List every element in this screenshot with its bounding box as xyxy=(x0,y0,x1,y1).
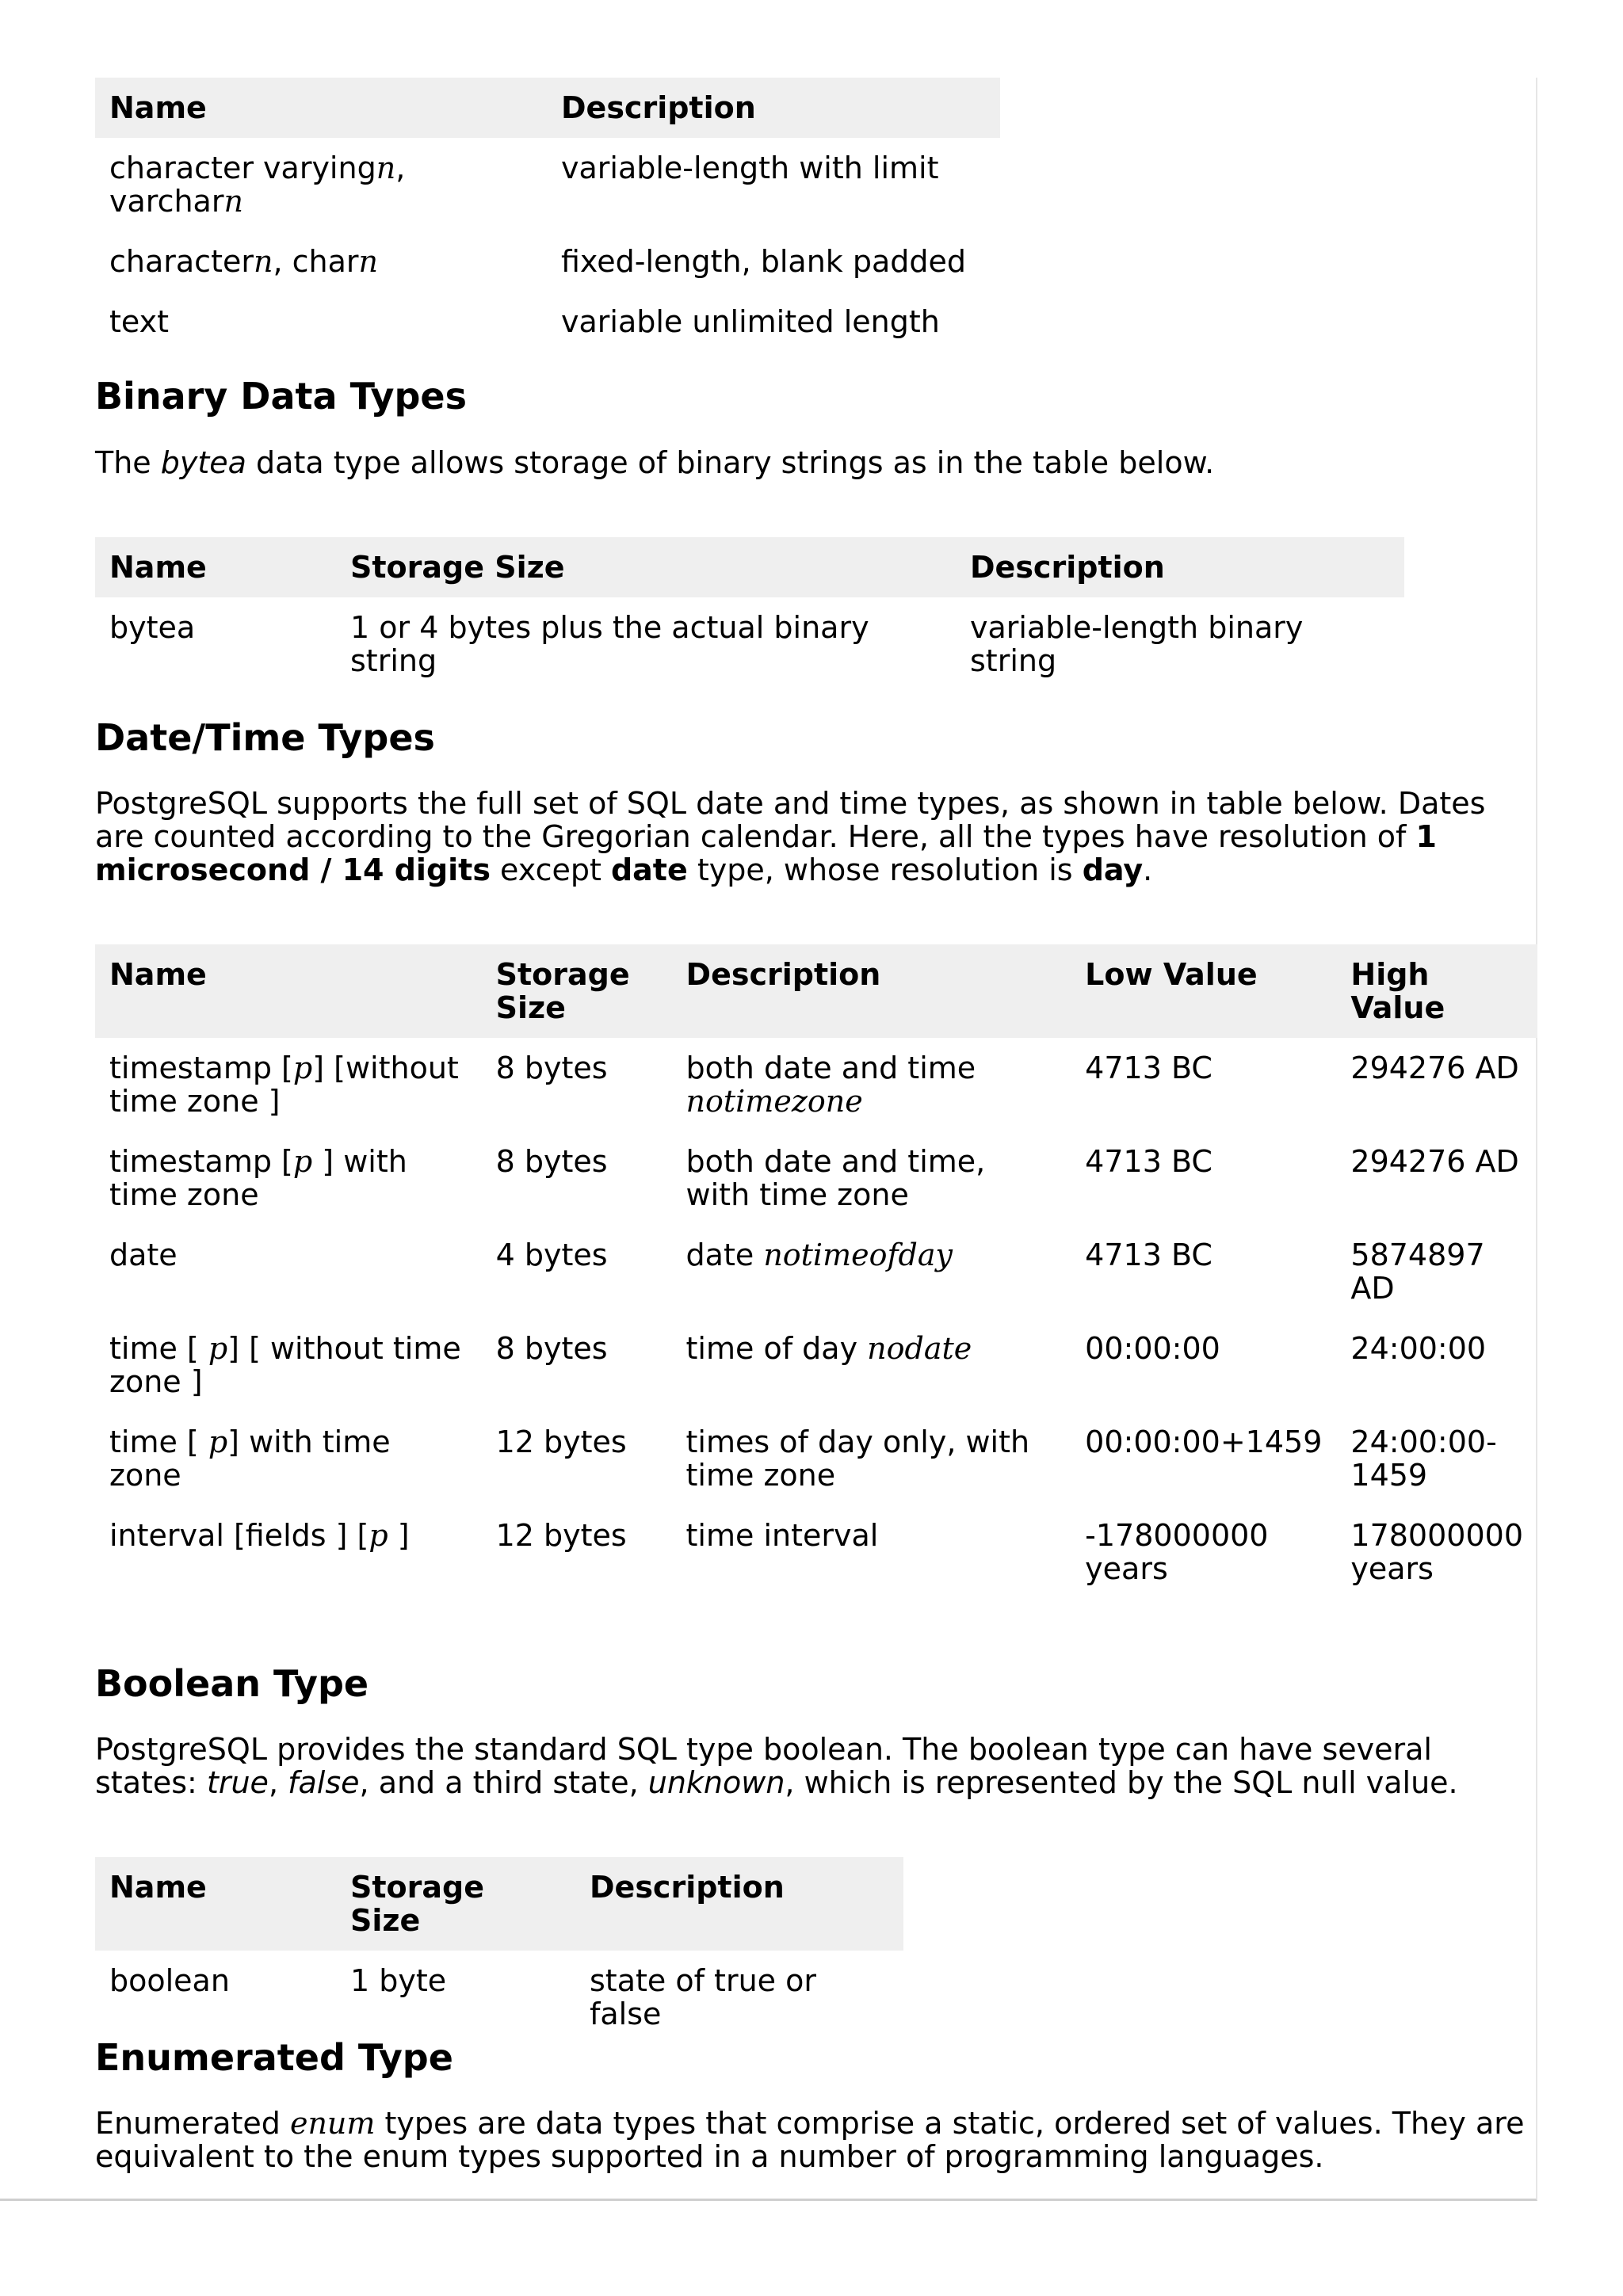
boolean-description: PostgreSQL provides the standard SQL type boolean. The boolean type can have several states: true, false, and a third state, unknown, which is represented by the SQL null value. xyxy=(95,1732,1458,1800)
table-cell: interval [fields ] [p ] xyxy=(109,1518,410,1553)
table-cell: 24:00:00 xyxy=(1350,1331,1487,1366)
table-row xyxy=(95,1131,1537,1225)
column-header: Storage Size xyxy=(336,537,956,597)
table-cell: date notimeofday xyxy=(685,1238,953,1272)
table-cell: 4713 BC xyxy=(1085,1051,1212,1085)
table-cell: timestamp [p ] with time zone xyxy=(109,1144,407,1212)
table-cell: times of day only, with time zone xyxy=(685,1425,1030,1493)
column-header: Name xyxy=(95,78,547,138)
section-heading-datetime: Date/Time Types xyxy=(95,716,435,759)
table-row xyxy=(95,1038,1537,1131)
character-types-table xyxy=(95,78,1000,352)
table-row xyxy=(95,597,1404,691)
enumerated-description: Enumerated enum types are data types that comprise a static, ordered set of values. They are equivalent to the enum types supported in a number of programming languages. xyxy=(95,2106,1525,2174)
table-row xyxy=(95,1951,903,2044)
table-row xyxy=(95,138,1000,231)
table-cell: 12 bytes xyxy=(495,1425,627,1459)
column-header: Name xyxy=(95,537,336,597)
datetime-types-section xyxy=(95,944,1537,1599)
table-row xyxy=(95,1412,1537,1505)
table-row xyxy=(95,1225,1537,1318)
column-header: Description xyxy=(672,944,1071,1038)
table-header-row xyxy=(95,78,1000,138)
column-header: Storage Size xyxy=(482,944,672,1038)
table-cell: boolean xyxy=(109,1963,230,1998)
table-cell: both date and time notimezone xyxy=(685,1051,976,1119)
table-cell: timestamp [p] [without time zone ] xyxy=(109,1051,459,1119)
table-cell: 294276 AD xyxy=(1350,1144,1519,1179)
table-row xyxy=(95,292,1000,352)
binary-description: The bytea data type allows storage of binary strings as in the table below. xyxy=(95,445,1215,480)
table-cell: 8 bytes xyxy=(495,1144,608,1179)
table-cell: 8 bytes xyxy=(495,1051,608,1085)
table-cell: time interval xyxy=(685,1518,879,1553)
column-header: Storage Size xyxy=(336,1857,575,1951)
column-header: Name xyxy=(95,944,482,1038)
table-cell: 1 byte xyxy=(350,1963,447,1998)
table-cell: 12 bytes xyxy=(495,1518,627,1553)
table-cell: variable-length binary string xyxy=(970,610,1304,678)
table-row xyxy=(95,1318,1537,1412)
table-header-row xyxy=(95,944,1537,1038)
datetime-types-table xyxy=(95,944,1537,1599)
table-cell: 00:00:00+1459 xyxy=(1085,1425,1323,1459)
datetime-description: PostgreSQL supports the full set of SQL date and time types, as shown in table below. Dates are counted according to the Gregorian calendar. Here, all the types have resolution of 1 microsecond / 14 digits except date type, whose resolution is day. xyxy=(95,786,1486,887)
section-heading-enumerated: Enumerated Type xyxy=(95,2036,453,2079)
table-cell: both date and time, with time zone xyxy=(685,1144,986,1212)
table-cell: variable-length with limit xyxy=(561,151,939,185)
table-cell: time [ p] with time zone xyxy=(109,1425,391,1493)
column-header: Description xyxy=(575,1857,903,1951)
table-cell: text xyxy=(109,304,169,339)
column-header: Low Value xyxy=(1071,944,1336,1038)
binary-types-section xyxy=(95,537,1404,691)
table-cell: 00:00:00 xyxy=(1085,1331,1220,1366)
table-cell: 4 bytes xyxy=(495,1238,608,1272)
table-cell: 5874897 AD xyxy=(1350,1238,1485,1306)
table-header-row xyxy=(95,537,1404,597)
table-cell: 8 bytes xyxy=(495,1331,608,1366)
column-header: Description xyxy=(547,78,1000,138)
table-cell: 24:00:00-1459 xyxy=(1350,1425,1497,1493)
character-types-section xyxy=(95,78,1000,352)
column-header: Description xyxy=(956,537,1404,597)
table-cell: time [ p] [ without time zone ] xyxy=(109,1331,461,1399)
table-cell: 1 or 4 bytes plus the actual binary string xyxy=(350,610,869,678)
table-cell: variable unlimited length xyxy=(561,304,940,339)
table-cell: 4713 BC xyxy=(1085,1144,1212,1179)
binary-types-table xyxy=(95,537,1404,691)
column-header: Name xyxy=(95,1857,336,1951)
table-cell: state of true or false xyxy=(590,1963,816,2031)
boolean-types-table xyxy=(95,1857,903,2044)
table-header-row xyxy=(95,1857,903,1951)
table-cell: -178000000 years xyxy=(1085,1518,1269,1586)
table-row xyxy=(95,1505,1537,1599)
table-cell: 178000000 years xyxy=(1350,1518,1523,1586)
section-heading-boolean: Boolean Type xyxy=(95,1662,369,1705)
table-cell: bytea xyxy=(109,610,196,645)
table-cell: date xyxy=(109,1238,178,1272)
table-cell: 4713 BC xyxy=(1085,1238,1212,1272)
table-cell: 294276 AD xyxy=(1350,1051,1519,1085)
section-heading-binary: Binary Data Types xyxy=(95,375,467,418)
boolean-types-section xyxy=(95,1857,903,2044)
table-cell: time of day nodate xyxy=(685,1331,972,1366)
table-cell: charactern, charn xyxy=(109,244,378,279)
column-header: High Value xyxy=(1336,944,1537,1038)
table-cell: character varyingn, varcharn xyxy=(109,151,406,219)
table-cell: fixed-length, blank padded xyxy=(561,244,967,279)
table-row xyxy=(95,231,1000,292)
